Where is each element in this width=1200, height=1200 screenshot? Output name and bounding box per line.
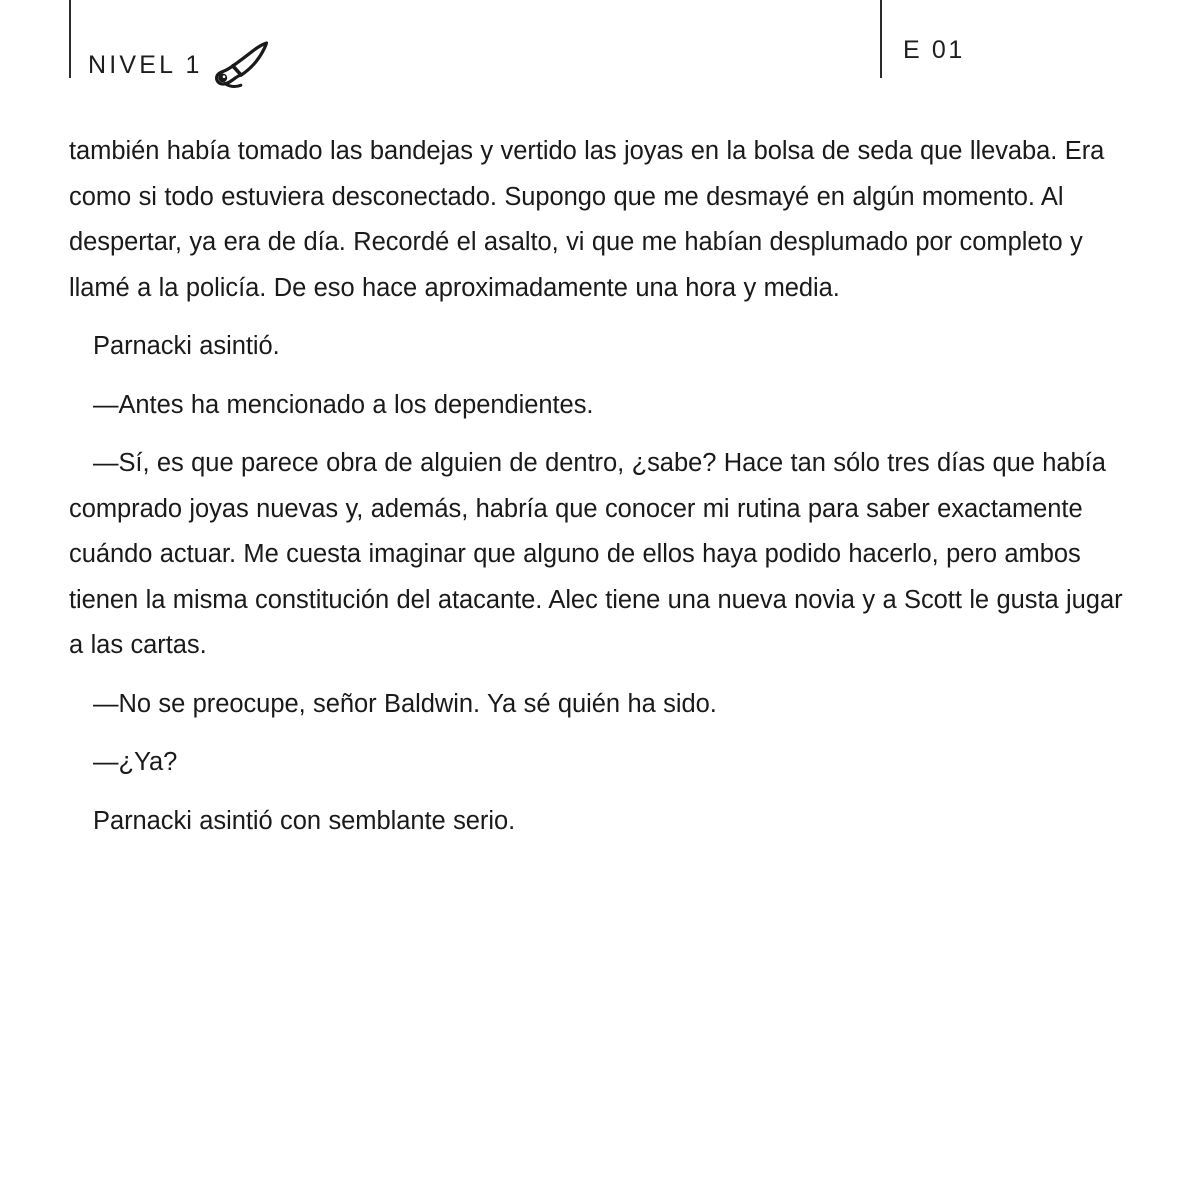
body-text bbox=[69, 129, 1139, 844]
knife-icon bbox=[212, 38, 270, 92]
header-left-group bbox=[88, 38, 270, 92]
paragraph: —No se preocupe, señor Baldwin. Ya sé quién ha sido. bbox=[93, 689, 717, 718]
paragraph: —Antes ha mencionado a los dependientes. bbox=[93, 390, 594, 419]
episode-label: E 01 bbox=[903, 36, 965, 64]
paragraph: Parnacki asintió. bbox=[93, 332, 280, 360]
level-label: NIVEL 1 bbox=[88, 50, 203, 79]
paragraph: Parnacki asintió con semblante serio. bbox=[93, 806, 516, 835]
paragraph: también había tomado las bandejas y vertido las joyas en la bolsa de seda que llevaba. Era como si todo estuviera desconectado. Supongo que me desmayé en algún momento. Al despertar, ya era de día. Recordé el asalto, vi que me habían desplumado por completo y llamé a la policía. De eso hace aproximadamente una hora y media. bbox=[69, 137, 1105, 302]
page-header bbox=[0, 0, 1200, 110]
header-rule-left bbox=[69, 0, 71, 78]
paragraph: —Sí, es que parece obra de alguien de dentro, ¿sabe? Hace tan sólo tres días que había comprado joyas nuevas y, además, habría que conocer mi rutina para saber exactamente cuándo actuar. Me cuesta imaginar que alguno de ellos haya podido hacerlo, pero ambos tienen la misma constitución del atacante. Alec tiene una nueva novia y a Scott le gusta jugar a las cartas. bbox=[69, 449, 1123, 659]
paragraph: —¿Ya? bbox=[93, 748, 178, 776]
header-rule-right bbox=[880, 0, 882, 78]
